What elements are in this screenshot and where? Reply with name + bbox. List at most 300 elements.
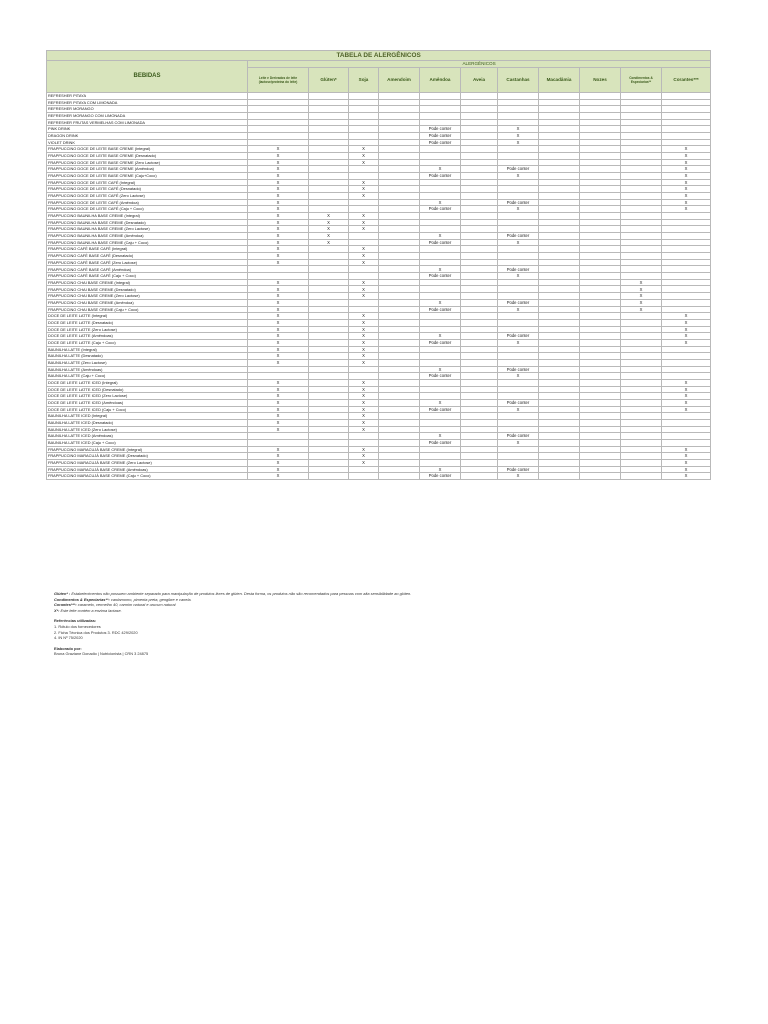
allergen-cell: Pode conter — [420, 206, 461, 213]
allergen-cell: Pode conter — [420, 406, 461, 413]
allergen-cell — [349, 106, 379, 113]
allergen-cell — [309, 339, 349, 346]
table-row — [47, 146, 711, 153]
allergen-cell: X — [349, 419, 379, 426]
allergen-cell — [580, 206, 621, 213]
allergen-cell — [580, 233, 621, 240]
allergen-cell — [539, 233, 580, 240]
allergen-cell: X — [349, 319, 379, 326]
allergen-cell: X — [662, 153, 711, 160]
allergen-cell — [498, 446, 539, 453]
allergen-cell — [539, 313, 580, 320]
allergen-cell — [580, 173, 621, 180]
allergen-cell — [539, 293, 580, 300]
table-row — [47, 373, 711, 380]
allergen-cell — [248, 99, 309, 106]
allergen-cell — [349, 206, 379, 213]
drink-name: DOCE DE LEITE LATTE (Integral) — [47, 313, 248, 320]
allergen-cell — [379, 386, 420, 393]
allergen-cell — [461, 273, 498, 280]
allergen-cell: X — [349, 246, 379, 253]
allergen-cell: X — [248, 426, 309, 433]
allergen-cell — [498, 106, 539, 113]
allergen-cell — [461, 186, 498, 193]
allergen-cell: Pode conter — [498, 166, 539, 173]
allergen-cell — [420, 246, 461, 253]
allergen-cell: Pode conter — [420, 373, 461, 380]
allergen-cell — [498, 153, 539, 160]
allergen-cell — [349, 199, 379, 206]
note-corantes: Corantes***: caramelo, vermelho 40, carmim natural e urucum natural — [54, 602, 176, 608]
allergen-cell — [621, 333, 662, 340]
drink-name: FRAPPUCCINO DOCE DE LEITE BASE CREME (Zero Lactose) — [47, 159, 248, 166]
allergen-cell — [379, 359, 420, 366]
allergen-cell — [309, 459, 349, 466]
allergen-cell — [309, 379, 349, 386]
allergen-cell — [379, 393, 420, 400]
table-row — [47, 326, 711, 333]
allergen-cell: Pode conter — [420, 473, 461, 480]
allergen-cell — [248, 119, 309, 126]
allergen-cell: X — [248, 259, 309, 266]
allergen-cell — [539, 126, 580, 133]
allergen-cell — [539, 459, 580, 466]
allergen-cell — [248, 106, 309, 113]
allergen-cell — [498, 379, 539, 386]
allergen-cell — [309, 299, 349, 306]
allergen-cell — [309, 433, 349, 440]
allergen-cell — [580, 426, 621, 433]
allergen-cell — [662, 433, 711, 440]
drink-name: FRAPPUCCINO CAFÉ BASE CAFÉ (Desnatado) — [47, 253, 248, 260]
allergen-cell — [662, 359, 711, 366]
allergen-cell — [420, 213, 461, 220]
allergen-cell — [539, 306, 580, 313]
allergen-cell: X — [248, 173, 309, 180]
allergen-cell: X — [621, 279, 662, 286]
allergen-cell: X — [621, 286, 662, 293]
allergen-cell — [379, 273, 420, 280]
allergen-cell — [379, 306, 420, 313]
allergen-cell: X — [248, 399, 309, 406]
allergen-cell — [379, 193, 420, 200]
allergen-cell: X — [498, 406, 539, 413]
allergen-cell — [539, 406, 580, 413]
allergen-cell — [248, 139, 309, 146]
allergen-cell — [662, 366, 711, 373]
allergen-cell — [662, 213, 711, 220]
allergen-cell — [379, 119, 420, 126]
table-row — [47, 333, 711, 340]
allergen-cell — [498, 393, 539, 400]
allergen-cell — [621, 219, 662, 226]
allergen-cell — [420, 313, 461, 320]
allergen-cell — [539, 326, 580, 333]
allergen-cell — [580, 186, 621, 193]
allergen-cell: X — [662, 406, 711, 413]
drink-name: FRAPPUCCINO CHAI BASE CREME (Desnatado) — [47, 286, 248, 293]
note-condimentos: Condimentos & Especiarias**: cardamomo, pimenta preta, gengibre e canela. — [54, 596, 192, 602]
allergen-cell — [498, 186, 539, 193]
allergen-cell — [621, 359, 662, 366]
allergen-cell — [539, 93, 580, 100]
allergen-cell — [621, 433, 662, 440]
allergen-cell — [580, 99, 621, 106]
allergen-cell — [379, 433, 420, 440]
allergen-cell: X — [420, 299, 461, 306]
table-row — [47, 366, 711, 373]
allergen-cell — [379, 99, 420, 106]
allergen-cell — [498, 226, 539, 233]
allergen-cell — [580, 106, 621, 113]
allergen-cell — [662, 239, 711, 246]
allergen-cell — [580, 153, 621, 160]
allergen-cell — [349, 119, 379, 126]
allergen-cell — [580, 393, 621, 400]
allergen-cell — [539, 206, 580, 213]
allergen-cell: Pode conter — [498, 366, 539, 373]
allergen-cell: X — [662, 166, 711, 173]
allergen-cell — [580, 279, 621, 286]
allergen-cell — [420, 359, 461, 366]
allergen-cell — [309, 286, 349, 293]
allergen-cell — [621, 413, 662, 420]
allergen-cell: X — [248, 359, 309, 366]
allergen-cell — [420, 253, 461, 260]
allergen-cell — [580, 379, 621, 386]
allergen-cell: X — [621, 299, 662, 306]
allergen-cell — [248, 93, 309, 100]
drink-name: FRAPPUCCINO CAFÉ BASE CAFÉ (Caju + Coco) — [47, 273, 248, 280]
allergen-cell — [309, 313, 349, 320]
allergen-cell — [420, 106, 461, 113]
allergen-cell: X — [420, 166, 461, 173]
group-header-alergenicos: ALERGÊNICOS — [248, 61, 711, 68]
drink-name: PINK DRINK — [47, 126, 248, 133]
drink-name: DOCE DE LEITE LATTE (Amêndoas) — [47, 333, 248, 340]
allergen-cell — [461, 293, 498, 300]
table-row — [47, 153, 711, 160]
allergen-cell — [539, 466, 580, 473]
allergen-cell: X — [248, 226, 309, 233]
allergen-cell — [580, 459, 621, 466]
allergen-cell — [539, 399, 580, 406]
allergen-cell — [461, 213, 498, 220]
allergen-cell — [379, 313, 420, 320]
allergen-cell — [309, 293, 349, 300]
allergen-cell — [379, 213, 420, 220]
allergen-cell — [461, 253, 498, 260]
allergen-cell — [621, 199, 662, 206]
allergen-cell — [498, 193, 539, 200]
allergen-cell — [621, 473, 662, 480]
allergen-cell: X — [349, 339, 379, 346]
allergen-cell: X — [248, 386, 309, 393]
allergen-cell — [621, 419, 662, 426]
table-row — [47, 286, 711, 293]
allergen-cell — [662, 126, 711, 133]
allergen-cell: X — [662, 319, 711, 326]
note-gluten: Glúten* : Estabelecimentos não possuem ambiente separado para manipulação de produtos livres de glúten. Desta forma, os produtos não são recomendados para pessoas com alta sensibilidade ao glúten. — [54, 591, 412, 596]
table-row — [47, 319, 711, 326]
allergen-cell — [309, 186, 349, 193]
allergen-cell: X — [248, 393, 309, 400]
allergen-cell — [662, 439, 711, 446]
allergen-cell — [461, 373, 498, 380]
allergen-cell — [248, 266, 309, 273]
drink-name: FRAPPUCCINO MARACUJÁ BASE CREME (Caju + Coco) — [47, 473, 248, 480]
allergen-cell: X — [498, 273, 539, 280]
allergen-cell — [662, 99, 711, 106]
allergen-cell — [498, 359, 539, 366]
drink-name: FRAPPUCCINO MARACUJÁ BASE CREME (Zero Lactose) — [47, 459, 248, 466]
allergen-cell: X — [420, 466, 461, 473]
allergen-cell — [379, 259, 420, 266]
allergen-cell — [309, 206, 349, 213]
column-header: Amêndoa — [420, 68, 461, 93]
allergen-cell — [662, 353, 711, 360]
allergen-cell — [662, 253, 711, 260]
allergen-cell: Pode conter — [420, 439, 461, 446]
allergen-cell — [309, 319, 349, 326]
allergen-cell — [621, 366, 662, 373]
allergen-cell: X — [349, 406, 379, 413]
allergen-cell — [580, 473, 621, 480]
allergen-cell — [621, 179, 662, 186]
drink-name: BAUNILHA LATTE (Zero Lactose) — [47, 359, 248, 366]
table-row — [47, 293, 711, 300]
author-title: Elaborado por: — [54, 645, 82, 651]
allergen-cell — [580, 366, 621, 373]
allergen-cell — [539, 246, 580, 253]
allergen-cell — [379, 279, 420, 286]
allergen-table-container — [46, 50, 710, 480]
allergen-cell — [580, 146, 621, 153]
allergen-cell — [379, 186, 420, 193]
allergen-cell — [248, 133, 309, 140]
table-row — [47, 119, 711, 126]
allergen-cell: X — [248, 413, 309, 420]
allergen-cell — [349, 273, 379, 280]
allergen-cell — [349, 366, 379, 373]
allergen-cell: X — [248, 446, 309, 453]
allergen-cell — [539, 319, 580, 326]
drink-name: BAUNILHA LATTE (Desnatado) — [47, 353, 248, 360]
allergen-cell: X — [349, 279, 379, 286]
allergen-cell: X — [498, 173, 539, 180]
allergen-cell — [309, 426, 349, 433]
allergen-cell — [621, 159, 662, 166]
allergen-cell: Pode conter — [498, 266, 539, 273]
allergen-cell — [309, 446, 349, 453]
allergen-cell — [309, 199, 349, 206]
allergen-cell — [309, 106, 349, 113]
allergen-cell — [309, 246, 349, 253]
allergen-cell — [580, 453, 621, 460]
allergen-cell — [539, 473, 580, 480]
allergen-cell — [621, 213, 662, 220]
allergen-cell — [580, 166, 621, 173]
allergen-cell — [461, 133, 498, 140]
drink-name: DOCE DE LEITE LATTE ICED (Integral) — [47, 379, 248, 386]
allergen-cell — [621, 439, 662, 446]
reference-item: 2. Ficha Técnica dos Produtos 3. RDC 429/2020 — [54, 629, 138, 635]
allergen-cell — [309, 353, 349, 360]
allergen-cell — [420, 326, 461, 333]
allergen-cell — [420, 319, 461, 326]
allergen-cell — [539, 133, 580, 140]
allergen-cell — [309, 139, 349, 146]
allergen-cell — [248, 433, 309, 440]
allergen-cell — [539, 146, 580, 153]
allergen-cell — [420, 153, 461, 160]
allergen-cell — [379, 286, 420, 293]
allergen-cell — [309, 439, 349, 446]
allergen-cell: X — [662, 173, 711, 180]
allergen-cell — [580, 339, 621, 346]
drink-name: DRAGON DRINK — [47, 133, 248, 140]
allergen-cell — [621, 153, 662, 160]
allergen-cell — [662, 266, 711, 273]
allergen-cell — [309, 399, 349, 406]
allergen-cell — [539, 446, 580, 453]
allergen-cell — [498, 119, 539, 126]
allergen-cell — [580, 399, 621, 406]
table-row — [47, 406, 711, 413]
allergen-cell — [539, 259, 580, 266]
allergen-cell — [309, 366, 349, 373]
allergen-cell: X — [349, 386, 379, 393]
allergen-cell: X — [498, 339, 539, 346]
allergen-cell — [420, 413, 461, 420]
allergen-cell — [621, 233, 662, 240]
allergen-cell — [498, 453, 539, 460]
drink-name: FRAPPUCCINO MARACUJÁ BASE CREME (Amêndoas) — [47, 466, 248, 473]
allergen-cell — [498, 279, 539, 286]
allergen-cell — [461, 406, 498, 413]
allergen-cell — [580, 359, 621, 366]
allergen-cell — [349, 306, 379, 313]
drink-name: REFRESHER PITAYA — [47, 93, 248, 100]
allergen-cell: X — [248, 233, 309, 240]
allergen-cell — [309, 119, 349, 126]
allergen-cell — [379, 133, 420, 140]
table-row — [47, 206, 711, 213]
drink-name: FRAPPUCCINO BAUNILHA BASE CREME (Desnatado) — [47, 219, 248, 226]
table-row — [47, 379, 711, 386]
allergen-cell — [461, 266, 498, 273]
allergen-cell — [539, 253, 580, 260]
allergen-cell — [349, 166, 379, 173]
allergen-cell — [379, 253, 420, 260]
drink-name: FRAPPUCCINO BAUNILHA BASE CREME (Zero Lactose) — [47, 226, 248, 233]
allergen-cell: X — [498, 126, 539, 133]
allergen-cell: X — [349, 293, 379, 300]
allergen-cell — [461, 366, 498, 373]
allergen-cell: X — [349, 193, 379, 200]
reference-item: 1. Rótulo dos fornecedores — [54, 623, 101, 629]
allergen-cell — [379, 159, 420, 166]
allergen-cell — [580, 253, 621, 260]
allergen-cell — [498, 313, 539, 320]
allergen-cell: Pode conter — [420, 126, 461, 133]
table-row — [47, 353, 711, 360]
allergen-cell — [662, 259, 711, 266]
allergen-cell — [621, 99, 662, 106]
drink-name: FRAPPUCCINO CHAI BASE CREME (Zero Lactose) — [47, 293, 248, 300]
allergen-cell — [420, 279, 461, 286]
allergen-cell — [461, 193, 498, 200]
drink-name: DOCE DE LEITE LATTE (Zero Lactose) — [47, 326, 248, 333]
allergen-cell: X — [248, 293, 309, 300]
allergen-cell — [580, 346, 621, 353]
allergen-cell: X — [349, 286, 379, 293]
allergen-cell — [539, 193, 580, 200]
allergen-cell: X — [248, 313, 309, 320]
allergen-cell — [539, 413, 580, 420]
allergen-cell — [580, 446, 621, 453]
allergen-cell — [309, 126, 349, 133]
allergen-cell — [580, 266, 621, 273]
allergen-cell: X — [248, 466, 309, 473]
drink-name: FRAPPUCCINO MARACUJÁ BASE CREME (Desnatado) — [47, 453, 248, 460]
table-row — [47, 213, 711, 220]
allergen-cell: X — [309, 213, 349, 220]
drink-name: FRAPPUCCINO DOCE DE LEITE BASE CREME (Caju+Coco) — [47, 173, 248, 180]
allergen-cell — [379, 179, 420, 186]
drink-name: FRAPPUCCINO CAFÉ BASE CAFÉ (Zero Lactose) — [47, 259, 248, 266]
allergen-cell — [461, 166, 498, 173]
table-row — [47, 466, 711, 473]
drink-name: BAUNILHA LATTE (Amêndoas) — [47, 366, 248, 373]
allergen-cell — [580, 219, 621, 226]
allergen-cell — [580, 333, 621, 340]
drink-name: FRAPPUCCINO CHAI BASE CREME (Integral) — [47, 279, 248, 286]
table-row — [47, 139, 711, 146]
allergen-cell — [461, 466, 498, 473]
column-header: Amendoim — [379, 68, 420, 93]
allergen-cell — [539, 239, 580, 246]
allergen-cell: X — [662, 473, 711, 480]
allergen-cell: X — [248, 166, 309, 173]
allergen-cell — [461, 459, 498, 466]
drink-name: DOCE DE LEITE LATTE (Desnatado) — [47, 319, 248, 326]
table-row — [47, 359, 711, 366]
allergen-cell — [539, 339, 580, 346]
allergen-cell — [309, 373, 349, 380]
allergen-cell: X — [248, 306, 309, 313]
allergen-cell — [379, 93, 420, 100]
allergen-cell — [539, 153, 580, 160]
allergen-cell — [662, 233, 711, 240]
allergen-cell: X — [248, 186, 309, 193]
allergen-cell — [621, 273, 662, 280]
allergen-cell: X — [248, 153, 309, 160]
allergen-cell — [539, 373, 580, 380]
allergen-cell: X — [248, 193, 309, 200]
drink-name: FRAPPUCCINO DOCE DE LEITE CAFÉ (Caju + Coco) — [47, 206, 248, 213]
allergen-cell — [662, 279, 711, 286]
table-row — [47, 173, 711, 180]
allergen-cell: X — [349, 179, 379, 186]
allergen-cell: X — [248, 406, 309, 413]
allergen-cell: X — [248, 253, 309, 260]
allergen-cell — [662, 113, 711, 120]
allergen-cell — [539, 226, 580, 233]
allergen-cell — [498, 326, 539, 333]
table-row — [47, 233, 711, 240]
allergen-cell — [498, 146, 539, 153]
